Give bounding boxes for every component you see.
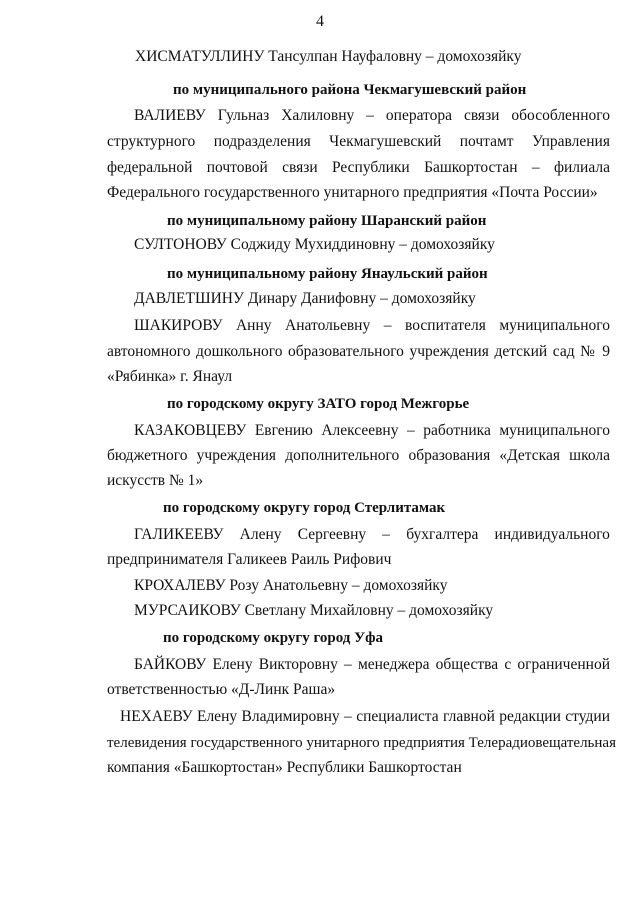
paragraph-line: Федерального государственного унитарного предприятия «Почта России» (107, 184, 598, 201)
paragraph-line: ГАЛИКЕЕВУ Алену Сергеевну – бухгалтера индивидуального (134, 526, 610, 543)
section-heading: по городскому округу город Стерлитамак (163, 500, 446, 516)
paragraph-line: автономного дошкольного образовательного учреждения детский сад № 9 (107, 343, 610, 360)
paragraph-line: СУЛТОНОВУ Соджиду Мухиддиновну – домохозяйку (134, 236, 495, 253)
paragraph-line: структурного подразделения Чекмагушевский почтамт Управления (107, 133, 610, 150)
section-heading: по муниципальному району Шаранский район (167, 213, 487, 229)
paragraph-line: ВАЛИЕВУ Гульназ Халиловну – оператора связи обособленного (134, 107, 610, 124)
paragraph-line: бюджетного учреждения дополнительного образования «Детская школа (107, 447, 610, 464)
paragraph-line: НЕХАЕВУ Елену Владимировну – специалиста главной редакции студии (120, 708, 610, 725)
section-heading: по городскому округу ЗАТО город Межгорье (167, 396, 470, 412)
paragraph-line: ДАВЛЕТШИНУ Динару Данифовну – домохозяйку (134, 290, 476, 307)
paragraph-line: компания «Башкортостан» Республики Башкортостан (107, 759, 462, 776)
paragraph-line: федеральной почтовой связи Республики Башкортостан – филиала (107, 159, 610, 176)
paragraph-line: КРОХАЛЕВУ Розу Анатольевну – домохозяйку (134, 577, 448, 594)
paragraph-line: предпринимателя Галикеев Раиль Рифович (107, 551, 392, 568)
paragraph-line: «Рябинка» г. Янаул (107, 368, 233, 385)
paragraph-line: МУРСАИКОВУ Светлану Михайловну – домохозяйку (134, 602, 494, 619)
section-heading: по городскому округу город Уфа (163, 630, 384, 646)
paragraph-line: телевидения государственного унитарного предприятия Телерадиовещательная (107, 735, 616, 751)
paragraph-line: ХИСМАТУЛЛИНУ Тансулпан Науфаловну – домохозяйку (135, 48, 522, 65)
paragraph-line: КАЗАКОВЦЕВУ Евгению Алексеевну – работника муниципального (134, 422, 610, 439)
section-heading: по муниципальному району Янаульский район (167, 266, 488, 282)
paragraph-line: искусств № 1» (107, 472, 204, 489)
paragraph-line: ответственностью «Д-Линк Раша» (107, 681, 336, 698)
paragraph-line: БАЙКОВУ Елену Викторовну – менеджера общества с ограниченной (134, 656, 610, 673)
page-number: 4 (316, 13, 324, 30)
paragraph-line: ШАКИРОВУ Анну Анатольевну – воспитателя муниципального (134, 317, 610, 334)
section-heading: по муниципального района Чекмагушевский район (173, 82, 527, 98)
